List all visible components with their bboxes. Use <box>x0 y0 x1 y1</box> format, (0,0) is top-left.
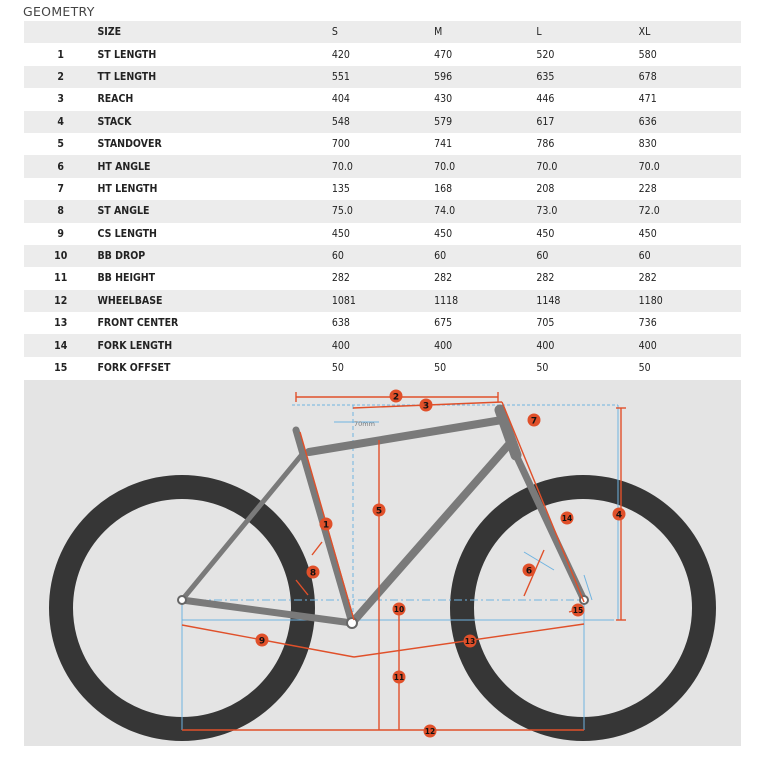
badge-5 <box>373 504 386 517</box>
row-value-m: 60 <box>434 245 536 267</box>
row-label: BB DROP <box>97 245 331 267</box>
table-header-row <box>24 21 741 43</box>
row-index: 12 <box>24 290 97 312</box>
section-title: GEOMETRY <box>23 4 95 19</box>
row-label: FORK OFFSET <box>97 357 331 379</box>
row-value-l: 635 <box>536 66 638 88</box>
row-value-s: 1081 <box>332 290 434 312</box>
row-value-xl: 400 <box>639 334 741 356</box>
row-index: 3 <box>24 88 97 110</box>
badge-9 <box>256 634 269 647</box>
row-value-m: 282 <box>434 267 536 289</box>
row-value-m: 50 <box>434 357 536 379</box>
row-value-xl: 450 <box>639 223 741 245</box>
badge-1 <box>320 518 333 531</box>
row-value-m: 470 <box>434 43 536 65</box>
table-row <box>24 357 741 379</box>
row-value-xl: 678 <box>639 66 741 88</box>
row-label: ST ANGLE <box>97 200 331 222</box>
row-index: 7 <box>24 178 97 200</box>
row-value-s: 60 <box>332 245 434 267</box>
row-value-m: 430 <box>434 88 536 110</box>
row-label: BB HEIGHT <box>97 267 331 289</box>
row-value-s: 551 <box>332 66 434 88</box>
table-row <box>24 133 741 155</box>
badge-4 <box>613 508 626 521</box>
row-label: FORK LENGTH <box>97 334 331 356</box>
row-value-l: 400 <box>536 334 638 356</box>
frame-joints <box>178 596 588 628</box>
svg-text:6: 6 <box>525 566 533 577</box>
row-value-s: 50 <box>332 357 434 379</box>
row-index: 9 <box>24 223 97 245</box>
row-label: FRONT CENTER <box>97 312 331 334</box>
row-value-m: 74.0 <box>434 200 536 222</box>
row-value-xl: 830 <box>639 133 741 155</box>
row-value-xl: 471 <box>639 88 741 110</box>
row-value-l: 520 <box>536 43 638 65</box>
row-value-l: 446 <box>536 88 638 110</box>
svg-text:15: 15 <box>572 606 584 615</box>
row-label: CS LENGTH <box>97 223 331 245</box>
row-value-s: 400 <box>332 334 434 356</box>
row-value-s: 450 <box>332 223 434 245</box>
row-value-l: 786 <box>536 133 638 155</box>
row-value-xl: 1180 <box>639 290 741 312</box>
row-value-xl: 60 <box>639 245 741 267</box>
badge-6 <box>523 564 536 577</box>
row-label: HT ANGLE <box>97 155 331 177</box>
svg-text:8: 8 <box>309 568 317 579</box>
svg-text:7: 7 <box>530 416 538 427</box>
row-value-xl: 72.0 <box>639 200 741 222</box>
header-size-xl: XL <box>639 21 741 43</box>
row-index: 14 <box>24 334 97 356</box>
row-value-s: 282 <box>332 267 434 289</box>
svg-text:9: 9 <box>258 636 266 647</box>
row-value-s: 420 <box>332 43 434 65</box>
table-row <box>24 267 741 289</box>
row-value-l: 282 <box>536 267 638 289</box>
badge-12 <box>424 725 437 738</box>
badge-8 <box>307 566 320 579</box>
table-row <box>24 111 741 133</box>
table-row <box>24 290 741 312</box>
table-row <box>24 334 741 356</box>
row-value-xl: 282 <box>639 267 741 289</box>
row-value-m: 168 <box>434 178 536 200</box>
badge-15 <box>572 604 585 617</box>
row-value-l: 705 <box>536 312 638 334</box>
row-value-l: 50 <box>536 357 638 379</box>
row-value-xl: 636 <box>639 111 741 133</box>
bike-geometry-diagram <box>24 380 741 746</box>
svg-text:2: 2 <box>392 392 400 403</box>
row-label: STANDOVER <box>97 133 331 155</box>
svg-text:13: 13 <box>464 637 476 646</box>
row-value-s: 70.0 <box>332 155 434 177</box>
row-value-xl: 70.0 <box>639 155 741 177</box>
header-size-s: S <box>332 21 434 43</box>
row-value-l: 1148 <box>536 290 638 312</box>
svg-text:1: 1 <box>322 520 330 531</box>
row-value-s: 404 <box>332 88 434 110</box>
row-label: TT LENGTH <box>97 66 331 88</box>
row-value-xl: 736 <box>639 312 741 334</box>
row-value-s: 75.0 <box>332 200 434 222</box>
badge-3 <box>420 399 433 412</box>
row-value-s: 638 <box>332 312 434 334</box>
svg-text:5: 5 <box>375 506 383 517</box>
header-size-l: L <box>536 21 638 43</box>
row-index: 4 <box>24 111 97 133</box>
row-value-xl: 580 <box>639 43 741 65</box>
badge-14 <box>561 512 574 525</box>
header-size-m: M <box>434 21 536 43</box>
svg-text:11: 11 <box>393 673 405 682</box>
row-label: WHEELBASE <box>97 290 331 312</box>
svg-text:4: 4 <box>615 510 623 521</box>
header-index-cell <box>24 21 97 43</box>
table-row <box>24 312 741 334</box>
row-index: 2 <box>24 66 97 88</box>
row-value-m: 400 <box>434 334 536 356</box>
table-row <box>24 88 741 110</box>
row-index: 5 <box>24 133 97 155</box>
row-value-m: 450 <box>434 223 536 245</box>
row-value-xl: 50 <box>639 357 741 379</box>
table-row <box>24 178 741 200</box>
row-index: 8 <box>24 200 97 222</box>
row-index: 13 <box>24 312 97 334</box>
geometry-table <box>24 21 741 379</box>
table-row <box>24 223 741 245</box>
svg-text:14: 14 <box>561 514 573 523</box>
row-index: 6 <box>24 155 97 177</box>
row-label: REACH <box>97 88 331 110</box>
row-value-l: 450 <box>536 223 638 245</box>
badge-11 <box>393 671 406 684</box>
row-value-l: 73.0 <box>536 200 638 222</box>
table-row <box>24 155 741 177</box>
row-value-s: 700 <box>332 133 434 155</box>
badge-13 <box>464 635 477 648</box>
header-size-label: SIZE <box>97 21 331 43</box>
row-label: ST LENGTH <box>97 43 331 65</box>
table-row <box>24 200 741 222</box>
row-index: 10 <box>24 245 97 267</box>
row-label: HT LENGTH <box>97 178 331 200</box>
row-label: STACK <box>97 111 331 133</box>
row-value-s: 135 <box>332 178 434 200</box>
row-value-s: 548 <box>332 111 434 133</box>
row-value-m: 1118 <box>434 290 536 312</box>
badge-10 <box>393 603 406 616</box>
table-row <box>24 245 741 267</box>
table-row <box>24 66 741 88</box>
svg-text:10: 10 <box>393 605 405 614</box>
row-index: 11 <box>24 267 97 289</box>
badge-7 <box>528 414 541 427</box>
row-value-l: 60 <box>536 245 638 267</box>
row-value-m: 675 <box>434 312 536 334</box>
table-row <box>24 43 741 65</box>
row-index: 1 <box>24 43 97 65</box>
row-value-l: 617 <box>536 111 638 133</box>
row-value-m: 596 <box>434 66 536 88</box>
row-value-m: 70.0 <box>434 155 536 177</box>
svg-text:12: 12 <box>424 727 436 736</box>
geometry-table-body <box>24 21 741 379</box>
seat-offset-label: 70mm <box>354 420 375 428</box>
bike-diagram-svg <box>24 380 741 746</box>
svg-text:3: 3 <box>422 401 430 412</box>
badge-2 <box>390 390 403 403</box>
row-value-m: 579 <box>434 111 536 133</box>
row-value-m: 741 <box>434 133 536 155</box>
row-index: 15 <box>24 357 97 379</box>
row-value-xl: 228 <box>639 178 741 200</box>
row-value-l: 70.0 <box>536 155 638 177</box>
row-value-l: 208 <box>536 178 638 200</box>
